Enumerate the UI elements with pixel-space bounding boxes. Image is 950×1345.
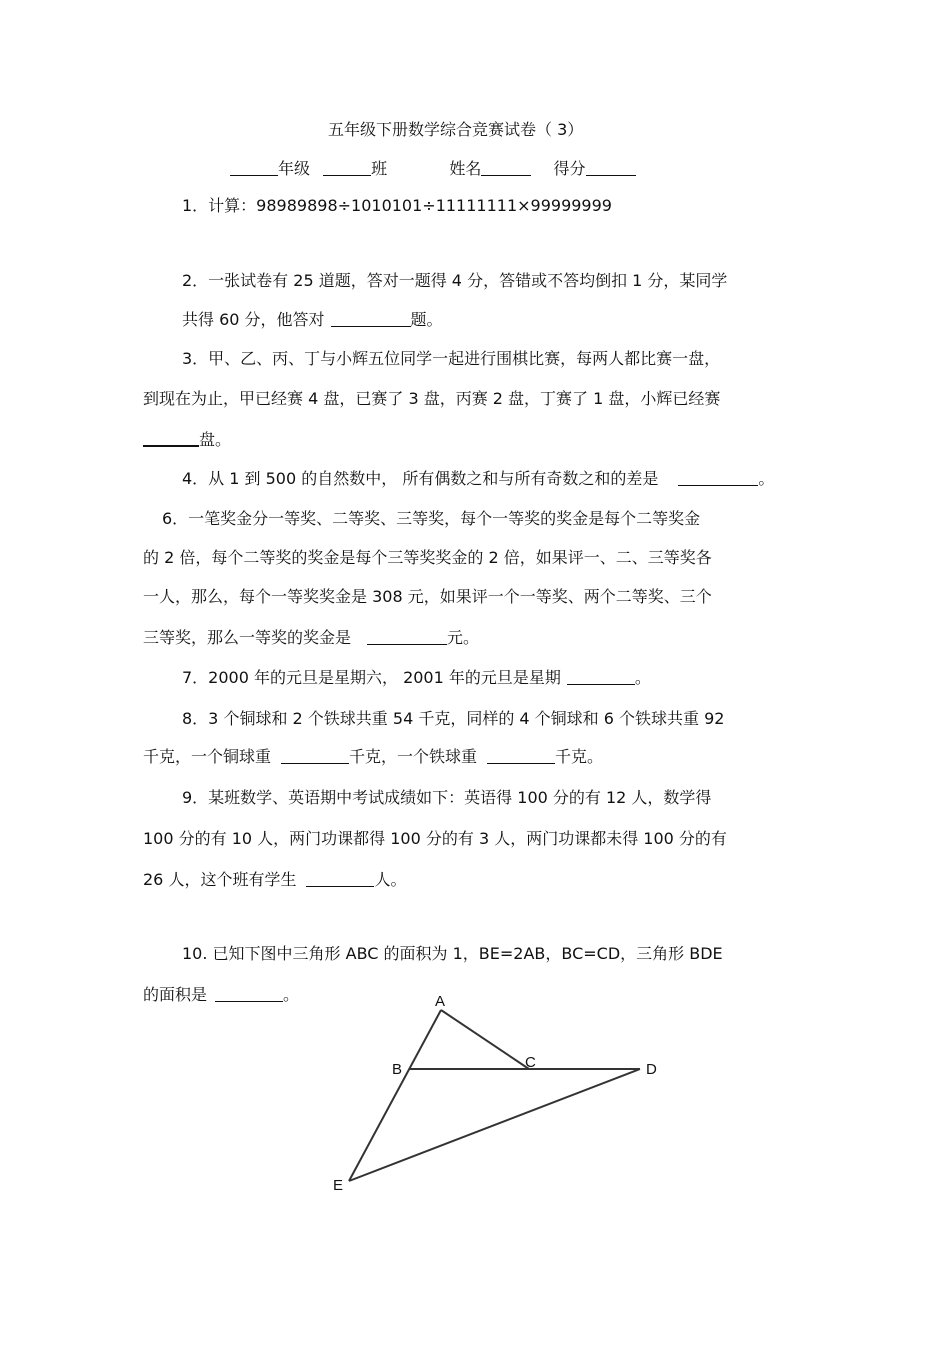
question-10-line-1: 10. 已知下图中三角形 ABC 的面积为 1，BE=2AB，BC=CD，三角形 BDE [182,944,723,963]
question-2-line-1: 2．一张试卷有 25 道题，答对一题得 4 分，答错或不答均倒扣 1 分，某同学 [182,271,728,290]
question-4 [182,469,774,489]
segment-ae [349,1010,441,1181]
question-8-suffix: 千克。 [555,747,604,766]
question-6-line-4 [143,628,479,648]
question-3-suffix: 盘。 [199,430,232,449]
question-4-text: 4．从 1 到 500 的自然数中， 所有偶数之和与所有奇数之和的差是 [182,469,659,488]
answer-blank-8b[interactable] [487,747,555,764]
question-2-line-2 [182,310,443,330]
question-6-suffix: 元。 [447,628,480,647]
question-8-line-1: 8．3 个铜球和 2 个铁球共重 54 千克，同样的 4 个铜球和 6 个铁球共重 92 [182,709,725,728]
question-6-line-3: 一人，那么，每个一等奖奖金是 308 元，如果评一个一等奖、两个二等奖、三个 [143,587,712,606]
question-1: 1．计算：98989898÷1010101÷11111111×99999999 [182,196,612,215]
answer-blank-2[interactable] [331,310,411,327]
label-b: B [392,1061,403,1078]
student-info-row [230,159,636,179]
score-blank[interactable] [586,159,636,176]
answer-blank-8a[interactable] [281,747,349,764]
answer-blank-4[interactable] [678,469,758,486]
label-a: A [435,993,446,1010]
segment-ac [441,1010,529,1069]
page-title: 五年级下册数学综合竞赛试卷（ 3） [328,120,584,139]
question-8-text-a: 千克，一个铜球重 [143,747,272,766]
question-9-suffix: 人。 [374,870,407,889]
question-10-line-2 [143,985,299,1005]
question-9-text: 26 人，这个班有学生 [143,870,297,889]
question-6-text: 三等奖，那么一等奖的奖金是 [143,628,352,647]
question-3-line-3 [143,429,231,450]
question-8-line-2 [143,747,603,767]
question-10-text: 的面积是 [143,985,208,1004]
segment-ed [349,1069,640,1181]
question-6-line-1: 6．一笔奖金分一等奖、二等奖、三等奖，每个一等奖的奖金是每个二等奖金 [162,509,701,528]
question-6-line-2: 的 2 倍，每个二等奖的奖金是每个三等奖奖金的 2 倍，如果评一、二、三等奖各 [143,548,712,567]
name-blank[interactable] [481,159,531,176]
grade-blank[interactable] [230,159,278,176]
question-4-suffix: 。 [758,469,775,488]
triangle-figure [320,985,680,1200]
question-9-line-2: 100 分的有 10 人，两门功课都得 100 分的有 3 人，两门功课都未得 100 分的有 [143,829,727,848]
question-10-suffix: 。 [283,985,300,1004]
class-blank[interactable] [323,159,371,176]
label-c: C [525,1054,536,1071]
question-2-suffix: 题。 [410,310,443,329]
question-7-text: 7．2000 年的元旦是星期六， 2001 年的元旦是星期 [182,668,561,687]
answer-blank-9[interactable] [306,870,374,887]
grade-label: 年级 [278,159,311,178]
question-8-text-b: 千克，一个铁球重 [349,747,478,766]
question-9-line-1: 9．某班数学、英语期中考试成绩如下：英语得 100 分的有 12 人，数学得 [182,788,712,807]
answer-blank-7[interactable] [567,668,635,685]
question-3-line-2: 到现在为止，甲已经赛 4 盘，已赛了 3 盘，丙赛 2 盘，丁赛了 1 盘，小辉已经赛 [143,389,721,408]
question-9-line-3 [143,870,406,890]
name-label: 姓名 [449,159,482,178]
label-e: E [333,1177,344,1194]
question-3-line-1: 3．甲、乙、丙、丁与小辉五位同学一起进行围棋比赛，每两人都比赛一盘， [182,349,721,368]
label-d: D [646,1061,657,1078]
answer-blank-3[interactable] [143,429,199,447]
class-label: 班 [371,159,388,178]
question-7 [182,668,651,688]
question-7-suffix: 。 [634,668,651,687]
answer-blank-10[interactable] [215,985,283,1002]
score-label: 得分 [553,159,586,178]
question-2-text: 共得 60 分，他答对 [182,310,325,329]
answer-blank-6[interactable] [367,628,447,645]
